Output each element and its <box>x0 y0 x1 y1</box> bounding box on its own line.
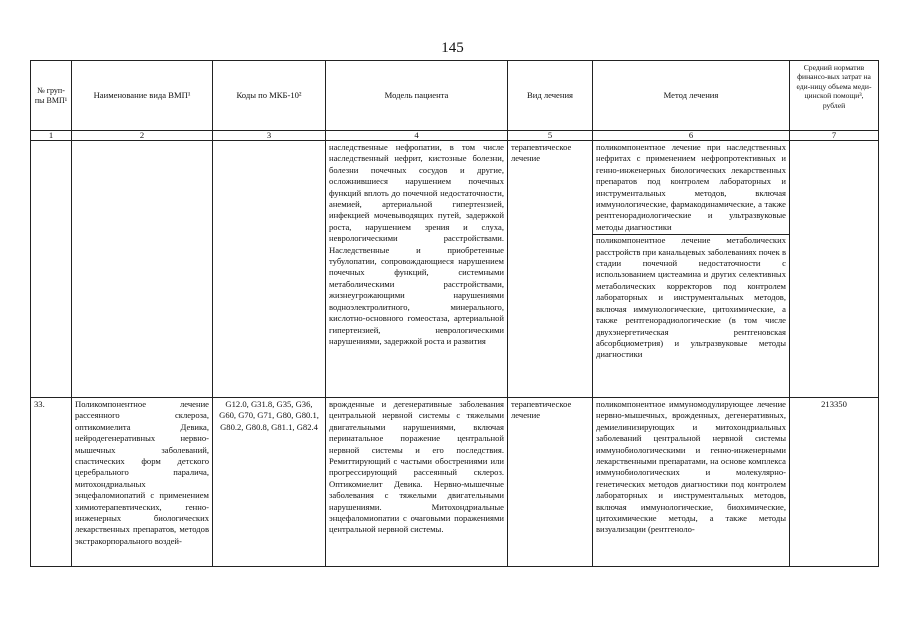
column-number: 3 <box>213 131 326 141</box>
header-row <box>31 61 879 131</box>
column-number: 5 <box>508 131 593 141</box>
treatment-method-item: поликомпонентное лечение при наследственных нефритах с применением нефропротективных и генно-инженерных биологических лекарственных препаратов под контролем лабораторных и инструментальных методов, включая иммунологические, фармакодинамические, а также рентгенорадиологические и ультразвуковые методы диагностики <box>596 142 786 232</box>
patient-model-cell: наследственные нефропатии, в том числе наследственный нефрит, кистозные болезни, болезни почечных сосудов и другие, осложнившиеся нарушением почечных функций вплоть до почечной недостаточности, анемией, артериальной гипертензией, инфекцией мочевыводящих путей, задержкой роста, нарушением зрения и слуха, неврологическими расстройствами. Наследственные и приобретенные тубулопатии, сопровождающиеся нарушением почечных функций, системными метаболическими расстройствами, жизнеугрожающими нарушениями водноэлектролитного, минерального, кислотно-основного гомеостаза, артериальной гипертензией, неврологическими нарушениями, задержкой роста и развития <box>326 141 508 398</box>
header-group-number: № груп- пы ВМП¹ <box>31 61 72 131</box>
column-number: 6 <box>593 131 790 141</box>
header-patient-model: Модель пациента <box>326 61 508 131</box>
table-row <box>31 141 879 398</box>
patient-model-cell: врожденные и дегенеративные заболевания центральной нервной системы с тяжелыми двигательными нарушениями, включая перинатальное поражение центральной нервной системы и его последствия. Ремиттирующий с частыми обострениями или прогрессирующий рассеянный склероз. Оптикомиелит Девика. Нервно-мышечные заболевания с тяжелыми двигательными нарушениями. Митохондриальные энцефаломиопатии с очаговыми поражениями центральной нервной системы. <box>326 398 508 567</box>
column-number: 4 <box>326 131 508 141</box>
treatment-method-item: поликомпонентное лечение метаболических расстройств при канальцевых заболеваниях почек в стадии почечной недостаточности с использованием цистеамина и других селективных метаболических корректоров под контролем лабораторных и инструментальных методов, включая иммунологические, цитохимические, а также рентгенорадиологические (в том числе двухэнергетическая рентгеновская абсорбциометрия) и ультразвуковые методы диагностики <box>593 234 789 360</box>
financial-norm-value: 213350 <box>821 399 847 409</box>
column-number: 7 <box>790 131 879 141</box>
column-numbers-row <box>31 131 879 141</box>
header-treatment-type: Вид лечения <box>508 61 593 131</box>
financial-norm-cell <box>790 398 879 567</box>
header-financial-norm: Средний норматив финансо-вых затрат на еди-ницу объема меди-цинской помощи³, рублей <box>790 61 879 131</box>
treatment-method-cell <box>593 141 790 398</box>
header-vmp-name: Наименование вида ВМП¹ <box>72 61 213 131</box>
icd-codes-cell: G12.0, G31.8, G35, G36, G60, G70, G71, G80, G80.1, G80.2, G80.8, G81.1, G82.4 <box>213 398 326 567</box>
column-number: 2 <box>72 131 213 141</box>
vmp-name-cell: Поликомпонентное лечение рассеянного склероза, оптикомиелита Девика, нейродегенеративных нервно-мышечных заболеваний, спастических форм детского церебрального паралича, митохондриальных энцефаломиопатий с применением химиотерапевтических, генно-инженерных биологических лекарственных препаратов, методов экстракорпорального воздей- <box>72 398 213 567</box>
column-number: 1 <box>31 131 72 141</box>
treatment-type-cell: терапевтическое лечение <box>508 141 593 398</box>
treatment-type-cell: терапевтическое лечение <box>508 398 593 567</box>
page-number: 145 <box>441 40 464 56</box>
vmp-name-cell <box>72 141 213 398</box>
icd-codes-cell <box>213 141 326 398</box>
financial-norm-cell <box>790 141 879 398</box>
header-icd-codes: Коды по МКБ-10² <box>213 61 326 131</box>
treatment-method-cell <box>593 398 790 567</box>
vmp-table <box>30 60 879 567</box>
treatment-method-item: поликомпонентное иммуномодулирующее лечение нервно-мышечных, врожденных, дегенеративных, демиелинизирующих и митохондриальных заболеваний центральной нервной системы иммунобиологическими и генно-инженерными лекарственными препаратами, на основе комплекса иммунобиологических и молекулярно-генетических методов диагностики под контролем лабораторных и инструментальных методов, включая иммунологические, биохимические, цитохимические методы, а также методы визуализации (рентгеноло- <box>596 399 786 535</box>
group-number-cell: 33. <box>31 398 72 567</box>
header-treatment-method: Метод лечения <box>593 61 790 131</box>
group-number-cell <box>31 141 72 398</box>
table-row <box>31 398 879 567</box>
